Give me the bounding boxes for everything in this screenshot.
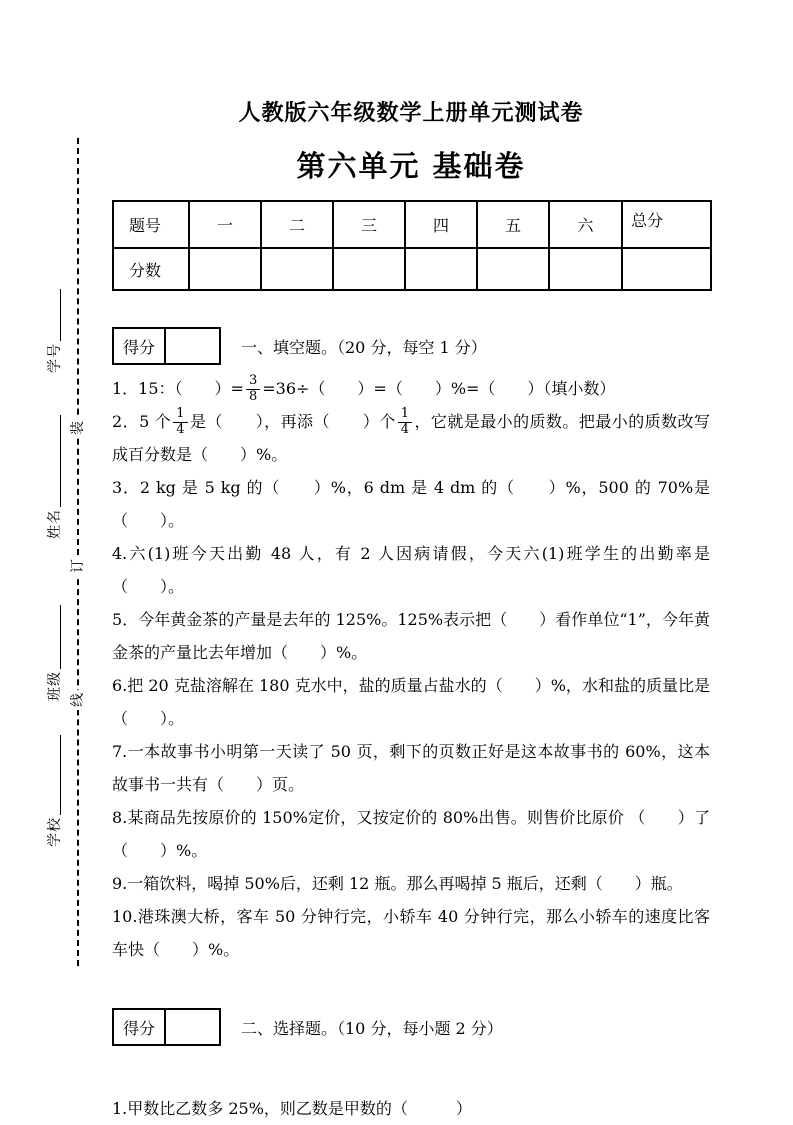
question-text: 7.一本故事书小明第一天读了 50 页，剩下的页数正好是这本故事书的 60%，这本故事书一共有（ ）页。 (112, 742, 710, 794)
fraction (246, 374, 260, 405)
summary-header-cell: 总分 (622, 201, 711, 248)
question-text: 是（ ），再添（ ）个 (189, 412, 396, 431)
score-box-value (166, 329, 219, 363)
fraction (398, 407, 412, 438)
summary-score-cell (477, 248, 549, 290)
summary-score-cell (622, 248, 711, 290)
summary-score-cell (261, 248, 333, 290)
question-text: 4.六(1)班今天出勤 48 人，有 2 人因病请假，今天六(1)班学生的出勤率是（ ）。 (112, 544, 710, 596)
score-box-label: 得分 (114, 1010, 166, 1044)
summary-header-cell: 二 (261, 201, 333, 248)
question (112, 867, 710, 900)
question (112, 900, 710, 966)
section-title: 一、填空题。（20 分，每空 1 分） (241, 337, 487, 357)
seal-line-char: 订 (68, 556, 88, 576)
summary-score-cell (333, 248, 405, 290)
section-title: 二、选择题。（10 分，每小题 2 分） (241, 1018, 503, 1038)
seal-label-text: 姓名 (47, 509, 63, 539)
seal-line-char: 装 (68, 418, 88, 438)
section-multiple-choice (112, 1008, 710, 1125)
seal-line-char: 线 (68, 690, 88, 710)
question-text: 1.甲数比乙数多 25%，则乙数是甲数的（ ） (112, 1099, 472, 1118)
seal-dashed-line (77, 138, 79, 966)
summary-header-row (113, 201, 711, 248)
question (112, 669, 710, 735)
summary-header-cell: 四 (405, 201, 477, 248)
paper-subtitle: 第六单元 基础卷 (296, 149, 526, 183)
fraction-denominator: 4 (400, 422, 409, 437)
question (112, 735, 710, 801)
score-box (112, 327, 221, 365)
seal-label-text: 学校 (47, 817, 63, 847)
section-fill-in-blanks (112, 327, 710, 966)
score-box-label: 得分 (114, 329, 166, 363)
question (112, 405, 710, 471)
seal-label-blank-line (48, 735, 61, 815)
summary-score-cell (549, 248, 622, 290)
question (112, 471, 710, 537)
seal-label (44, 599, 64, 701)
summary-score-cell (405, 248, 477, 290)
question (112, 537, 710, 603)
seal-label-text: 班级 (47, 671, 63, 701)
fraction-numerator: 1 (398, 407, 412, 423)
question-text: 2．5 个 (112, 412, 172, 431)
question-text: 3．2 kg 是 5 kg 的（ ）%，6 dm 是 4 dm 的（ ）%，500 的 70%是（ ）。 (112, 478, 710, 530)
fraction-numerator: 3 (246, 374, 260, 390)
summary-score-cell (189, 248, 261, 290)
question-text: 1．15：（ ）= (112, 379, 244, 398)
question-text: 6.把 20 克盐溶解在 180 克水中，盐的质量占盐水的（ ）%，水和盐的质量比是（ ）。 (112, 676, 710, 728)
seal-label (44, 729, 64, 847)
question-text: 8.某商品先按原价的 150%定价，又按定价的 80%出售。则售价比原价 （ ）了（ ）%。 (112, 808, 710, 860)
summary-header-cell: 三 (333, 201, 405, 248)
score-summary-table (112, 200, 712, 291)
question (112, 801, 710, 867)
summary-header-cell: 一 (189, 201, 261, 248)
seal-label-text: 学号 (47, 343, 63, 373)
summary-header-cell: 五 (477, 201, 549, 248)
fraction (173, 407, 187, 438)
question (112, 372, 710, 405)
paper-content (112, 0, 710, 1125)
seal-label (44, 283, 64, 373)
summary-row-label: 分数 (113, 248, 189, 290)
summary-header-cell: 六 (549, 201, 622, 248)
question-text: 5．今年黄金茶的产量是去年的 125%。125%表示把（ ）看作单位“1”，今年黄金茶的产量比去年增加（ ）%。 (112, 610, 710, 662)
question (112, 603, 710, 669)
seal-label-blank-line (48, 605, 61, 669)
summary-score-row (113, 248, 711, 290)
seal-label-blank-line (48, 289, 61, 341)
paper-title: 人教版六年级数学上册单元测试卷 (238, 100, 584, 126)
question-text: =36÷（ ）=（ ）%=（ ）（填小数） (262, 379, 616, 398)
seal-label-blank-line (48, 415, 61, 507)
score-box-value (166, 1010, 219, 1044)
fraction-denominator: 8 (248, 389, 258, 404)
question (112, 1092, 710, 1125)
question-text: 10.港珠澳大桥，客车 50 分钟行完，小轿车 40 分钟行完，那么小轿车的速度比客车快（ ）%。 (112, 907, 710, 959)
fraction-numerator: 1 (173, 407, 187, 423)
summary-header-cell: 题号 (113, 201, 189, 248)
question-text: 9.一箱饮料，喝掉 50%后，还剩 12 瓶。那么再喝掉 5 瓶后，还剩（ ）瓶。 (112, 874, 683, 893)
fraction-denominator: 4 (176, 422, 185, 437)
question-text: ，它就是最小的质数。把最小的质数改写成百分数是（ ）%。 (112, 412, 710, 464)
questions-list (112, 372, 710, 966)
seal-label (44, 409, 64, 539)
score-box (112, 1008, 221, 1046)
questions-list (112, 1092, 710, 1125)
